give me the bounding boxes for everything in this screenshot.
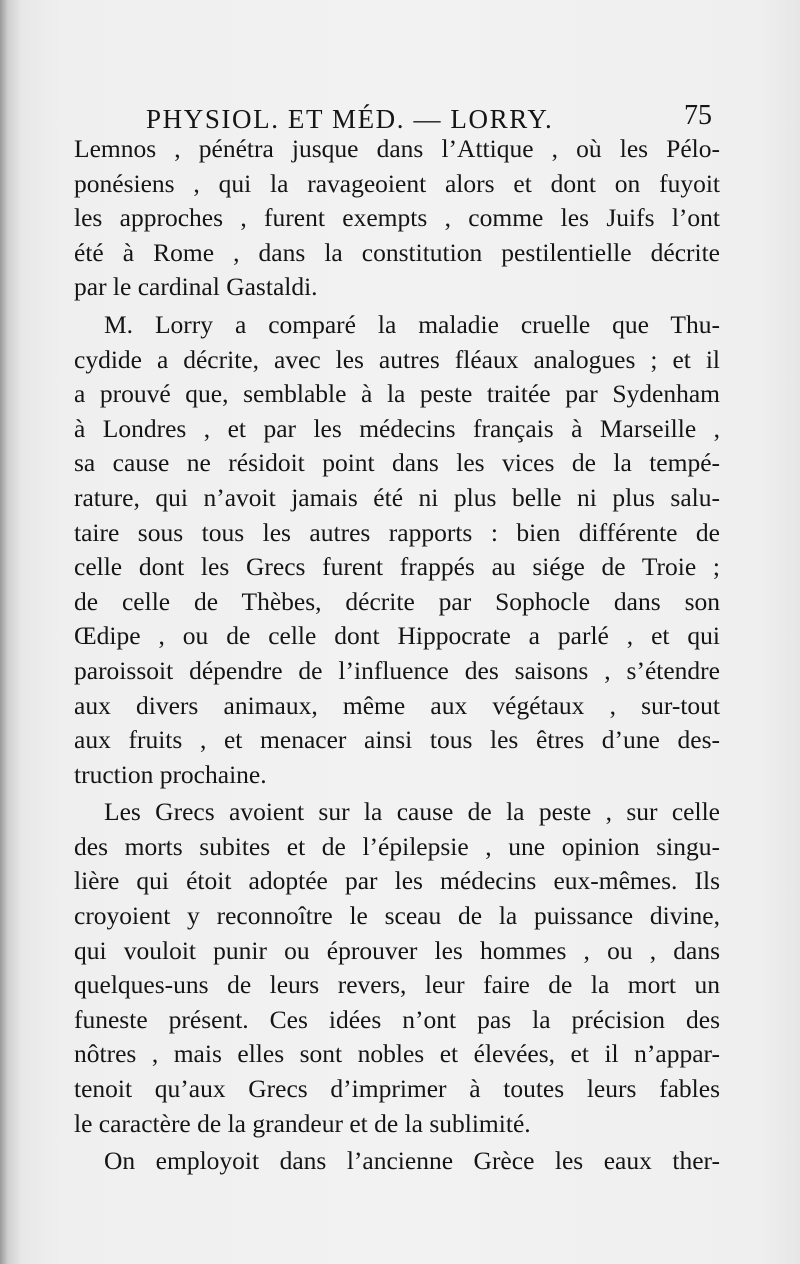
text-line: lière qui étoit adoptée par les médecins eux-mêmes. Ils <box>74 866 720 896</box>
text-line: quelques-uns de leurs revers, leur faire de la mort un <box>74 970 720 1000</box>
text-line: Les Grecs avoient sur la cause de la peste , sur celle <box>104 797 720 827</box>
text-line: Œdipe , ou de celle dont Hippocrate a parlé , et qui <box>74 621 720 651</box>
text-line: par le cardinal Gastaldi. <box>74 272 318 302</box>
text-line: sa cause ne résidoit point dans les vices de la tempé- <box>74 448 720 478</box>
text-line: qui vouloit punir ou éprouver les hommes , ou , dans <box>74 935 720 965</box>
text-line: Lemnos , pénétra jusque dans l’Attique , où les Pélo- <box>74 134 720 163</box>
text-line: tenoit qu’aux Grecs d’imprimer à toutes leurs fables <box>74 1074 720 1104</box>
text-line: les approches , furent exempts , comme les Juifs l’ont <box>74 203 720 233</box>
text-line: rature, qui n’avoit jamais été ni plus belle ni plus salu- <box>74 482 720 512</box>
text-line: ponésiens , qui la ravageoient alors et dont on fuyoit <box>74 168 720 198</box>
page-body <box>74 132 720 1179</box>
text-line: cydide a décrite, avec les autres fléaux analogues ; et il <box>74 344 720 374</box>
page-number: 75 <box>684 100 712 131</box>
text-line: aux fruits , et menacer ainsi tous les êtres d’une des- <box>74 725 720 755</box>
text-line: a prouvé que, semblable à la peste traitée par Sydenham <box>74 379 720 409</box>
text-line: le caractère de la grandeur et de la sublimité. <box>74 1108 531 1138</box>
text-line: de celle de Thèbes, décrite par Sophocle dans son <box>74 586 720 616</box>
paragraph <box>74 132 720 305</box>
text-line: été à Rome , dans la constitution pestilentielle décrite <box>74 237 720 267</box>
text-line: aux divers animaux, même aux végétaux , sur-tout <box>74 690 720 720</box>
paragraph <box>74 1144 720 1179</box>
text-line: funeste présent. Ces idées n’ont pas la précision des <box>74 1004 720 1034</box>
text-line: M. Lorry a comparé la maladie cruelle que Thu- <box>104 309 720 339</box>
text-line: taire sous tous les autres rapports : bien différente de <box>74 517 720 547</box>
paragraph <box>74 308 720 792</box>
text-line: croyoient y reconnoître le sceau de la puissance divine, <box>74 901 720 931</box>
running-title: PHYSIOL. ET MÉD. — LORRY. <box>146 104 554 134</box>
text-line: truction prochaine. <box>74 759 267 789</box>
text-line: à Londres , et par les médecins français à Marseille , <box>74 413 720 443</box>
text-line: On employoit dans l’ancienne Grèce les eaux ther- <box>104 1146 720 1176</box>
text-line: celle dont les Grecs furent frappés au siége de Troie ; <box>74 552 720 582</box>
text-line: paroissoit dépendre de l’influence des saisons , s’étendre <box>74 655 720 685</box>
paragraph <box>74 795 720 1141</box>
text-line: nôtres , mais elles sont nobles et élevées, et il n’appar- <box>74 1039 720 1069</box>
text-line: des morts subites et de l’épilepsie , une opinion singu- <box>74 831 720 861</box>
